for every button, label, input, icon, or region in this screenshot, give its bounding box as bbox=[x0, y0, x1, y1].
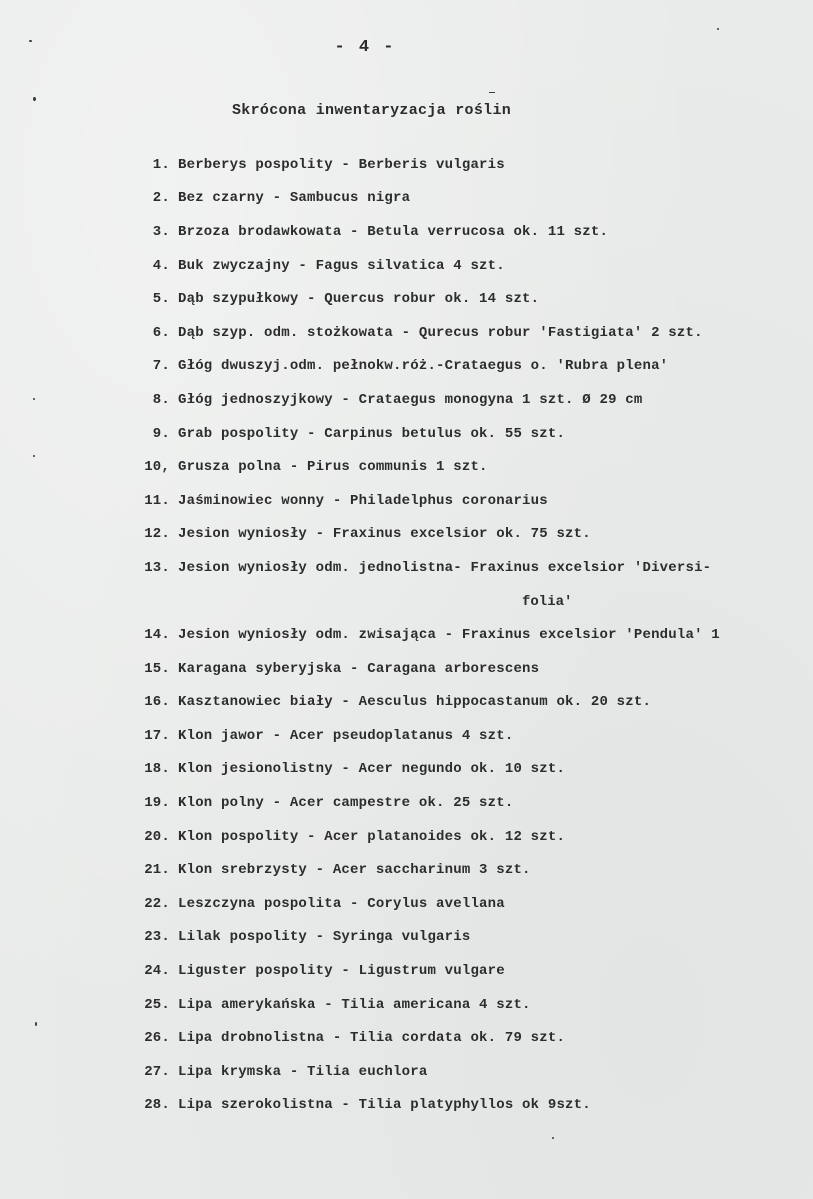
item-number: 13. bbox=[144, 559, 170, 576]
item-number: 1. bbox=[152, 156, 170, 173]
item-number: 18. bbox=[144, 761, 170, 778]
item-text: Klon pospolity - Acer platanoides ok. 12 szt. bbox=[178, 828, 566, 845]
item-text: Buk zwyczajny - Fagus silvatica 4 szt. bbox=[178, 257, 505, 274]
list-item bbox=[0, 215, 813, 249]
list-item bbox=[0, 1021, 813, 1055]
list-item bbox=[0, 182, 813, 216]
item-text: Berberys pospolity - Berberis vulgaris bbox=[178, 156, 505, 173]
item-text: Klon jesionolistny - Acer negundo ok. 10 szt. bbox=[178, 761, 566, 778]
item-text: Karagana syberyjska - Caragana arborescens bbox=[178, 660, 540, 677]
item-text: Bez czarny - Sambucus nigra bbox=[178, 190, 411, 207]
scan-speck bbox=[35, 1022, 37, 1026]
item-number: 4. bbox=[152, 257, 170, 274]
scan-speck bbox=[717, 28, 719, 30]
list-item bbox=[0, 282, 813, 316]
list-item bbox=[0, 551, 813, 585]
list-item bbox=[0, 316, 813, 350]
scan-speck bbox=[552, 1137, 554, 1139]
item-number: 21. bbox=[144, 862, 170, 879]
item-number: 11. bbox=[144, 492, 170, 509]
item-number: 15. bbox=[144, 660, 170, 677]
item-number: 23. bbox=[144, 929, 170, 946]
item-text: Lilak pospolity - Syringa vulgaris bbox=[178, 929, 471, 946]
list-item bbox=[0, 618, 813, 652]
item-number: 22. bbox=[144, 895, 170, 912]
item-number: 3. bbox=[152, 223, 170, 240]
item-text: Lipa szerokolistna - Tilia platyphyllos ok 9szt. bbox=[178, 1097, 591, 1114]
item-text: Klon polny - Acer campestre ok. 25 szt. bbox=[178, 795, 514, 812]
item-text: Jaśminowiec wonny - Philadelphus coronarius bbox=[178, 492, 548, 509]
item-text: Głóg dwuszyj.odm. pełnokw.róż.-Crataegus o. 'Rubra plena' bbox=[178, 358, 669, 375]
list-item bbox=[0, 383, 813, 417]
item-number: 24. bbox=[144, 963, 170, 980]
item-number: 28. bbox=[144, 1097, 170, 1114]
list-item bbox=[0, 753, 813, 787]
list-item bbox=[0, 1055, 813, 1089]
item-text: Lipa drobnolistna - Tilia cordata ok. 79 szt. bbox=[178, 1030, 566, 1047]
item-text: Głóg jednoszyjkowy - Crataegus monogyna 1 szt. Ø 29 cm bbox=[178, 391, 643, 408]
item-number: 2. bbox=[152, 190, 170, 207]
item-number: 27. bbox=[144, 1063, 170, 1080]
list-item bbox=[0, 148, 813, 182]
item-number: 26. bbox=[144, 1030, 170, 1047]
item-text: Grab pospolity - Carpinus betulus ok. 55 szt. bbox=[178, 425, 566, 442]
scan-speck bbox=[33, 398, 35, 400]
scan-speck bbox=[33, 455, 35, 457]
list-item bbox=[0, 350, 813, 384]
item-number: 5. bbox=[152, 291, 170, 308]
item-number: 20. bbox=[144, 828, 170, 845]
item-number: 17. bbox=[144, 727, 170, 744]
list-item bbox=[0, 887, 813, 921]
item-text: Grusza polna - Pirus communis 1 szt. bbox=[178, 459, 488, 476]
list-item bbox=[0, 518, 813, 552]
list-item bbox=[0, 417, 813, 451]
item-text: Liguster pospolity - Ligustrum vulgare bbox=[178, 963, 505, 980]
item-number: 6. bbox=[152, 324, 170, 341]
list-item bbox=[0, 686, 813, 720]
scan-speck bbox=[33, 97, 36, 101]
scan-speck bbox=[29, 40, 32, 42]
plant-inventory-list bbox=[0, 148, 813, 1122]
item-text: Lipa krymska - Tilia euchlora bbox=[178, 1063, 428, 1080]
list-item bbox=[0, 249, 813, 283]
item-text: Lipa amerykańska - Tilia americana 4 szt. bbox=[178, 996, 531, 1013]
item-text: Brzoza brodawkowata - Betula verrucosa ok. 11 szt. bbox=[178, 223, 609, 240]
item-number: 10, bbox=[144, 459, 170, 476]
list-item bbox=[0, 1089, 813, 1123]
item-number: 25. bbox=[144, 996, 170, 1013]
item-number: 19. bbox=[144, 795, 170, 812]
list-item bbox=[0, 719, 813, 753]
item-number: 12. bbox=[144, 526, 170, 543]
item-number: 9. bbox=[152, 425, 170, 442]
item-text: Dąb szypułkowy - Quercus robur ok. 14 szt. bbox=[178, 291, 540, 308]
list-item bbox=[0, 853, 813, 887]
item-text: Jesion wyniosły odm. jednolistna- Fraxinus excelsior 'Diversi- bbox=[178, 559, 712, 576]
item-text: Dąb szyp. odm. stożkowata - Qurecus robur 'Fastigiata' 2 szt. bbox=[178, 324, 703, 341]
item-number: 16. bbox=[144, 694, 170, 711]
page-number: - 4 - bbox=[334, 38, 396, 57]
item-continuation: folia' bbox=[522, 593, 573, 610]
item-number: 7. bbox=[152, 358, 170, 375]
item-number: 8. bbox=[152, 391, 170, 408]
item-text: Klon srebrzysty - Acer saccharinum 3 szt. bbox=[178, 862, 531, 879]
page-title: Skrócona inwentaryzacja roślin bbox=[232, 102, 512, 119]
list-item bbox=[0, 820, 813, 854]
list-item bbox=[0, 652, 813, 686]
scan-speck bbox=[489, 92, 495, 93]
item-text: Kasztanowiec biały - Aesculus hippocastanum ok. 20 szt. bbox=[178, 694, 652, 711]
item-number: 14. bbox=[144, 627, 170, 644]
item-text: Jesion wyniosły - Fraxinus excelsior ok. 75 szt. bbox=[178, 526, 591, 543]
list-item bbox=[0, 786, 813, 820]
item-text: Jesion wyniosły odm. zwisająca - Fraxinus excelsior 'Pendula' 1 bbox=[178, 627, 720, 644]
list-item bbox=[0, 954, 813, 988]
item-text: Leszczyna pospolita - Corylus avellana bbox=[178, 895, 505, 912]
list-item bbox=[0, 988, 813, 1022]
item-text: Klon jawor - Acer pseudoplatanus 4 szt. bbox=[178, 727, 514, 744]
list-item bbox=[0, 921, 813, 955]
list-item bbox=[0, 484, 813, 518]
list-item bbox=[0, 450, 813, 484]
